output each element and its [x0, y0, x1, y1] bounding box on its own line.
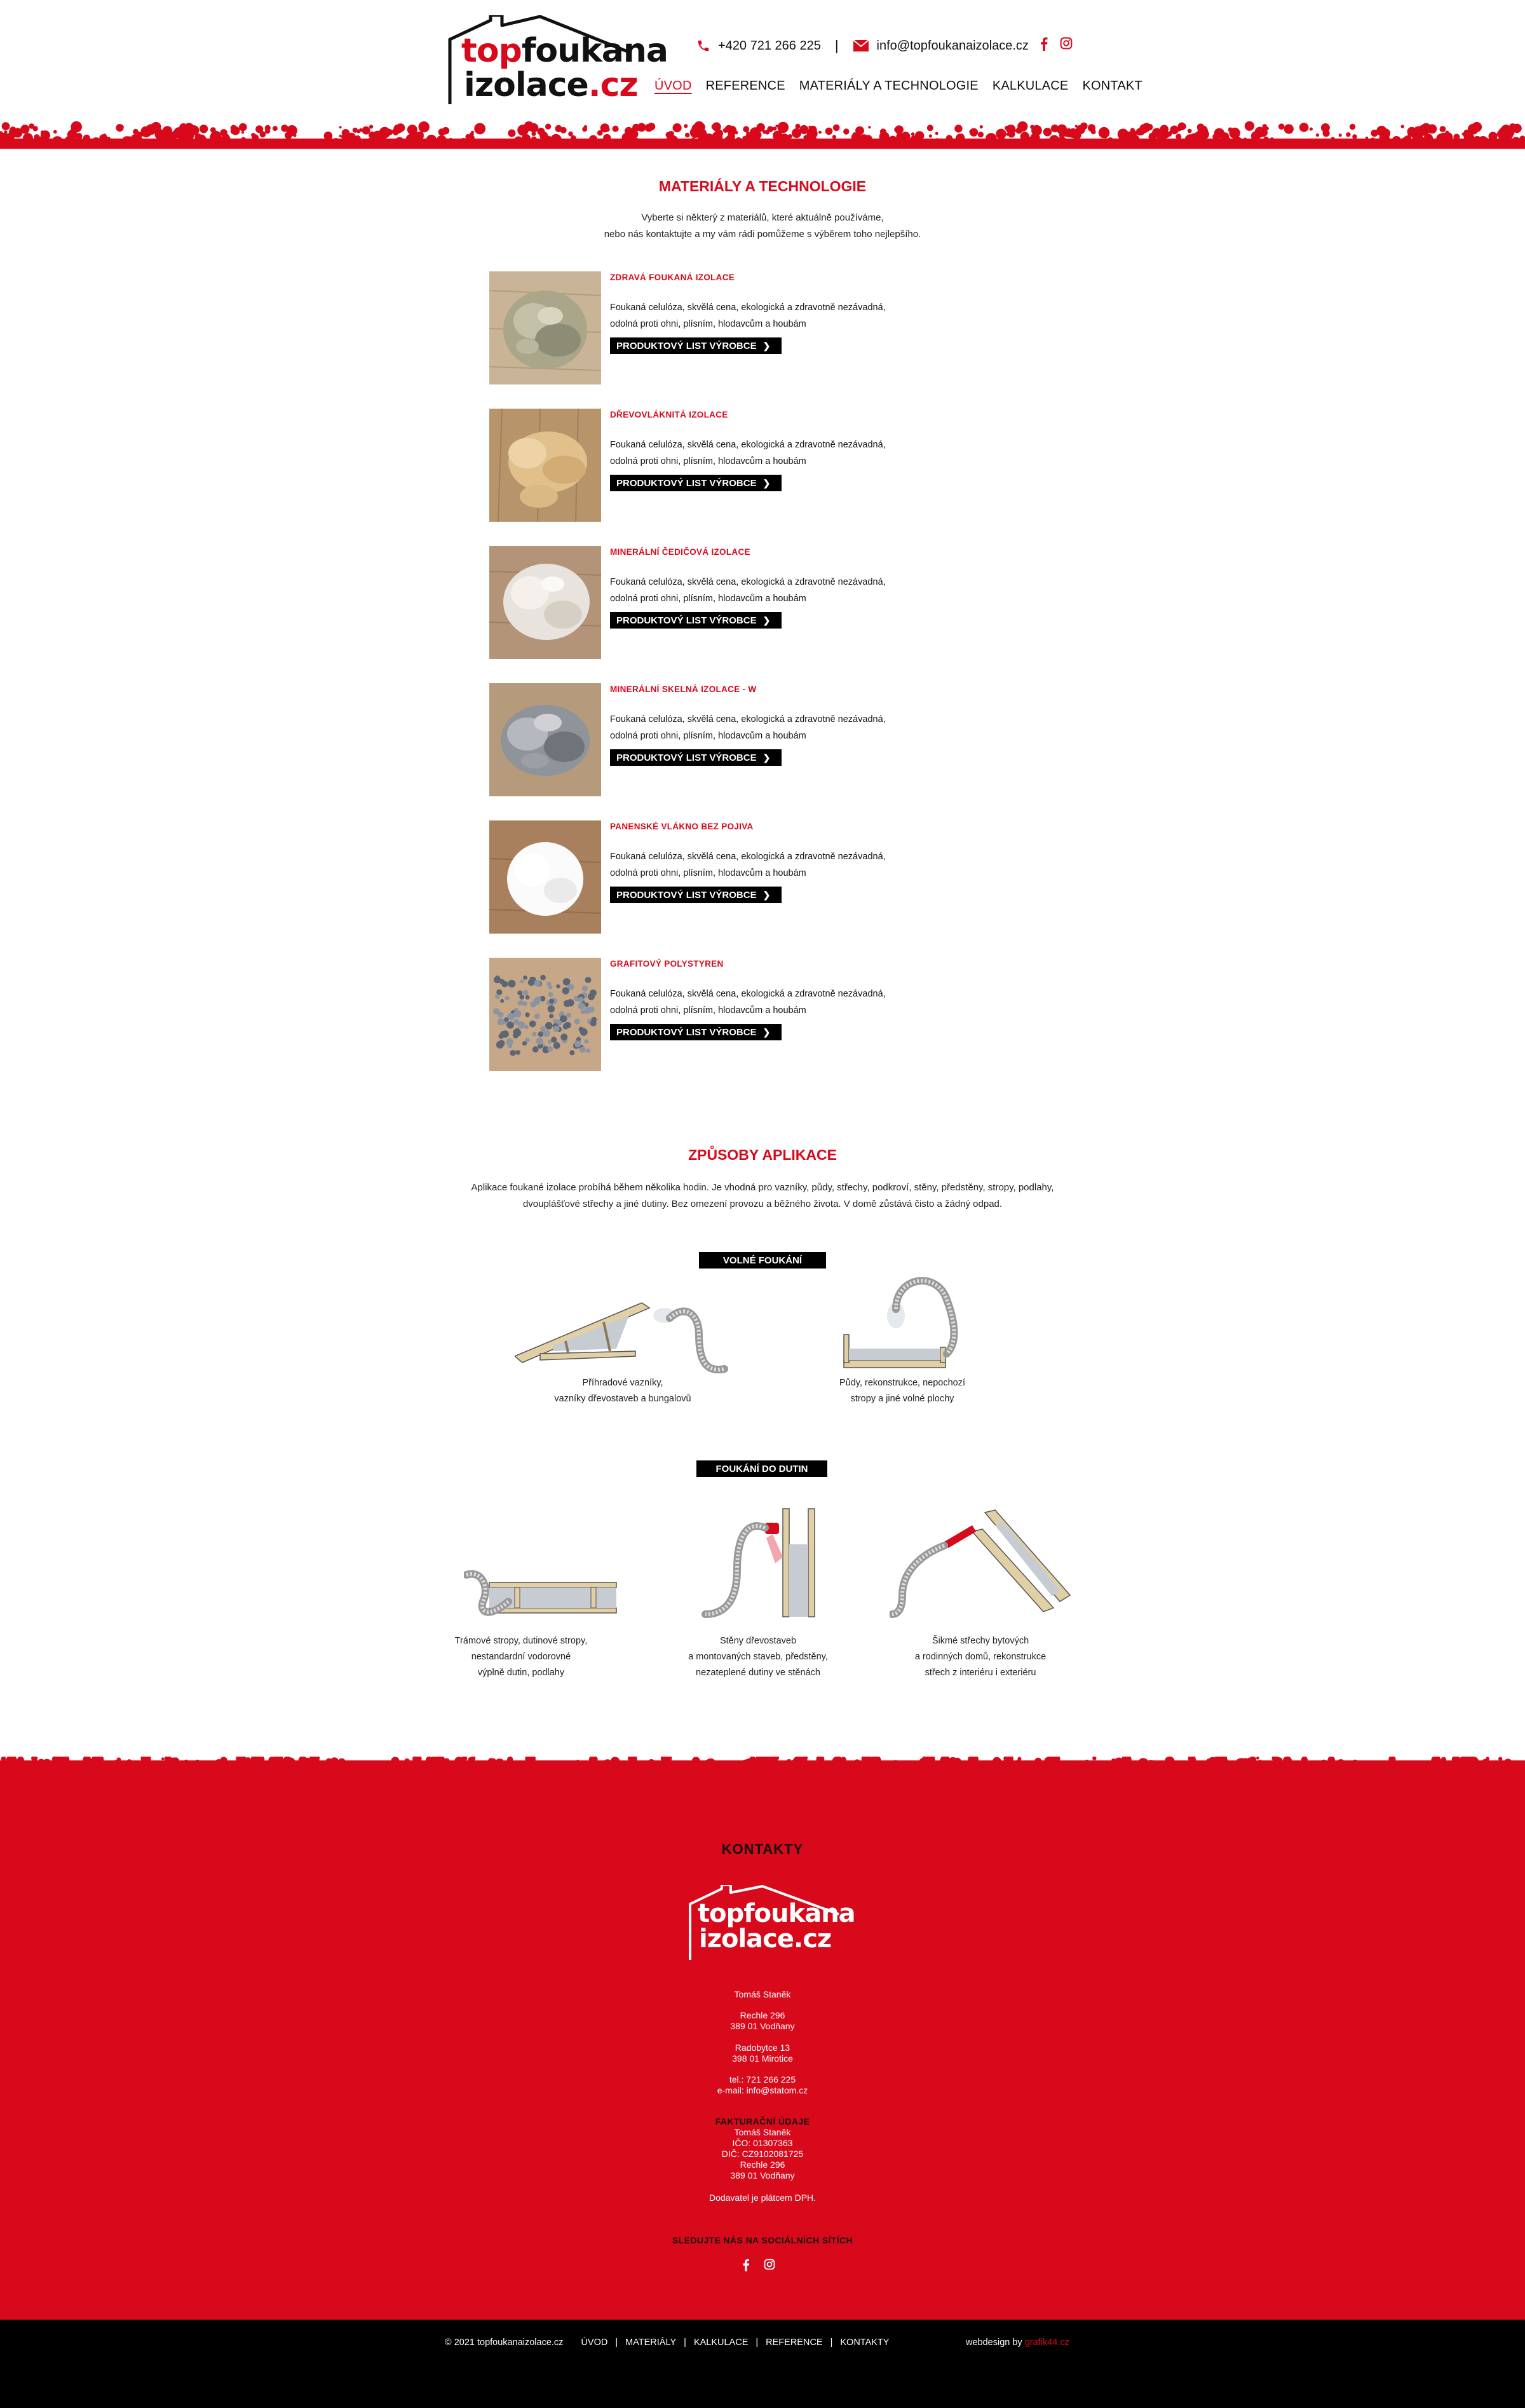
material-description [610, 986, 940, 1019]
header-splatter-divider [0, 121, 1525, 149]
product-sheet-button[interactable] [610, 337, 782, 354]
material-photo-virgin-fiber [489, 820, 601, 934]
caption-line: Půdy, rekonstrukce, nepochozí [839, 1378, 965, 1388]
caption-line: nestandardní vodorovné [471, 1652, 571, 1662]
header-email[interactable]: info@topfoukanaizolace.cz [876, 38, 1029, 53]
webdesign-credit [966, 2337, 1069, 2348]
copyright-text: © 2021 topfoukanaizolace.cz [445, 2337, 564, 2348]
applications-intro-line-2: dvouplášťové střechy a jiné dutiny. Bez omezení provozu a běžného života. V domě zůstává čisto a žádný odpad. [522, 1199, 1003, 1209]
facebook-icon[interactable] [1040, 37, 1048, 51]
footer-logo-izolace-text: izolace [699, 1924, 794, 1954]
footer-link-kontakty[interactable]: KONTAKTY [840, 2337, 890, 2348]
billing-line: Rechle 296 [740, 2160, 785, 2170]
billing-line: IČO: 01307363 [732, 2138, 793, 2148]
logo-foukana-text: foukana [521, 32, 668, 70]
address-line: 398 01 Mirotice [732, 2053, 793, 2064]
caption-line: vazníky dřevostaveb a bungalovů [554, 1394, 691, 1404]
material-desc-line-2: odolná proti ohni, plísním, hlodavcům a houbám [610, 1005, 806, 1016]
material-desc-line-2: odolná proti ohni, plísním, hlodavcům a houbám [610, 319, 806, 329]
materials-intro-line-1: Vyberte si některý z materiálů, které aktuálně používáme, [641, 212, 884, 223]
footer-social-title: SLEDUJTE NÁS NA SOCIÁLNÍCH SÍTÍCH [672, 2235, 853, 2245]
wall-cavity-caption [656, 1633, 860, 1681]
material-desc-line-2: odolná proti ohni, plísním, hlodavcům a houbám [610, 731, 806, 741]
loose-fill-label: VOLNÉ FOUKÁNÍ [699, 1252, 826, 1269]
caption-line: Příhradové vazníky, [582, 1378, 663, 1388]
header-contact-bar [696, 36, 1029, 56]
bottom-bar [0, 2320, 1525, 2408]
instagram-icon[interactable] [1060, 37, 1073, 50]
caption-line: a rodinných domů, rekonstrukce [914, 1652, 1047, 1662]
link-separator: | [684, 2337, 686, 2348]
site-header [0, 0, 1525, 153]
chevron-right-icon: ❯ [762, 340, 771, 351]
caption-line: Trámové stropy, dutinové stropy, [454, 1636, 588, 1646]
material-card [489, 271, 972, 386]
material-desc-line-2: odolná proti ohni, plísním, hlodavcům a houbám [610, 594, 806, 604]
cavity-fill-label: FOUKÁNÍ DO DUTIN [696, 1460, 827, 1477]
site-logo[interactable] [445, 15, 668, 104]
footer-vat-note: Dodavatel je plátcem DPH. [708, 2193, 817, 2203]
caption-line: nezateplené dutiny ve stěnách [696, 1668, 820, 1678]
material-desc-line-1: Foukaná celulóza, skvělá cena, ekologická a zdravotně nezávadná, [610, 989, 886, 999]
material-card [489, 409, 972, 523]
webdesign-label: webdesign by [966, 2337, 1022, 2348]
beam-ceiling-caption [419, 1633, 623, 1681]
address-line: 389 01 Vodňany [730, 2021, 795, 2031]
material-photo-cellulose [489, 271, 601, 384]
footer-link-uvod[interactable]: ÚVOD [581, 2337, 608, 2348]
instagram-icon[interactable] [764, 2259, 775, 2270]
footer-link-reference[interactable]: REFERENCE [766, 2337, 823, 2348]
product-sheet-button-label: PRODUKTOVÝ LIST VÝROBCE [616, 1026, 757, 1038]
address-line: Radobytce 13 [735, 2043, 790, 2053]
sloped-roof-illustration [890, 1506, 1074, 1621]
chevron-right-icon: ❯ [762, 477, 771, 488]
footer-logo-line-2 [699, 1924, 831, 1954]
sloped-roof-caption [879, 1633, 1082, 1681]
material-desc-line-2: odolná proti ohni, plísním, hlodavcům a houbám [610, 868, 806, 878]
material-photo-graphite-polystyrene [489, 958, 601, 1071]
nav-item-kontakt[interactable]: KONTAKT [1082, 79, 1142, 93]
product-sheet-button[interactable] [610, 887, 782, 903]
footer-address-2 [0, 2043, 1525, 2064]
logo-top-text: top [461, 32, 522, 70]
materials-title: MATERIÁLY A TECHNOLOGIE [658, 178, 867, 194]
header-social-links [1040, 37, 1073, 51]
material-title: ZDRAVÁ FOUKANÁ IZOLACE [610, 273, 735, 282]
footer-social-links [742, 2259, 775, 2271]
material-description [610, 437, 940, 470]
footer-email[interactable]: e-mail: info@statom.cz [717, 2085, 808, 2095]
main-navigation [654, 79, 1142, 93]
material-description [610, 299, 940, 332]
material-desc-line-1: Foukaná celulóza, skvělá cena, ekologická a zdravotně nezávadná, [610, 440, 886, 450]
material-description [610, 848, 940, 881]
material-card [489, 958, 972, 1072]
product-sheet-button-label: PRODUKTOVÝ LIST VÝROBCE [616, 477, 757, 489]
product-sheet-button-label: PRODUKTOVÝ LIST VÝROBCE [616, 340, 757, 351]
logo-line-1 [461, 33, 668, 69]
material-photo-basalt [489, 546, 601, 659]
truss-illustration [515, 1290, 731, 1379]
material-card [489, 683, 972, 798]
billing-line: 389 01 Vodňany [730, 2170, 795, 2180]
material-title: DŘEVOVLÁKNITÁ IZOLACE [610, 410, 728, 419]
billing-line: Tomáš Staněk [734, 2127, 791, 2137]
address-line: Rechle 296 [740, 2010, 785, 2020]
truss-caption [521, 1375, 724, 1407]
link-separator: | [615, 2337, 618, 2348]
product-sheet-button-label: PRODUKTOVÝ LIST VÝROBCE [616, 615, 757, 626]
material-description [610, 574, 940, 607]
caption-line: střech z interiéru i exteriéru [925, 1668, 1036, 1678]
footer-phone[interactable]: tel.: 721 266 225 [729, 2074, 796, 2085]
chevron-right-icon: ❯ [762, 889, 771, 900]
footer-logo-cz-text: .cz [794, 1924, 832, 1954]
nav-item-uvod[interactable]: ÚVOD [654, 79, 692, 93]
footer-logo-foukana-text: foukana [743, 1899, 855, 1928]
caption-line: Stěny dřevostaveb [719, 1636, 797, 1646]
logo-cz-text: .cz [588, 66, 638, 104]
material-desc-line-1: Foukaná celulóza, skvělá cena, ekologická a zdravotně nezávadná, [610, 852, 886, 862]
product-sheet-button-label: PRODUKTOVÝ LIST VÝROBCE [616, 752, 757, 763]
beam-ceiling-illustration [464, 1563, 623, 1621]
phone-icon [696, 39, 710, 53]
caption-line: výplně dutin, podlahy [477, 1668, 565, 1678]
footer-link-kalkulace[interactable]: KALKULACE [693, 2337, 749, 2348]
caption-line: stropy a jiné volné plochy [850, 1394, 954, 1404]
nav-item-reference[interactable]: REFERENCE [705, 79, 785, 93]
materials-intro [0, 210, 1525, 243]
attic-floor-illustration [839, 1271, 972, 1373]
chevron-right-icon: ❯ [762, 752, 771, 763]
footer-contact-info [0, 2074, 1525, 2096]
footer-billing [0, 2116, 1525, 2181]
email-icon [853, 39, 869, 52]
nav-item-materialy[interactable]: MATERIÁLY A TECHNOLOGIE [799, 79, 979, 93]
applications-intro [445, 1180, 1080, 1213]
contact-separator: | [834, 37, 839, 53]
footer-link-materialy[interactable]: MATERIÁLY [625, 2337, 677, 2348]
applications-title: ZPŮSOBY APLIKACE [688, 1146, 837, 1163]
billing-title: FAKTURAČNÍ ÚDAJE [715, 2116, 810, 2126]
footer-logo-top-text: top [698, 1899, 744, 1928]
material-desc-line-1: Foukaná celulóza, skvělá cena, ekologická a zdravotně nezávadná, [610, 303, 886, 313]
material-photo-glass-wool [489, 683, 601, 796]
applications-intro-line-1: Aplikace foukané izolace probíhá během několika hodin. Je vhodná pro vazníky, půdy, střechy, podkroví, stěny, předstěny, stropy, podlahy, [471, 1182, 1054, 1193]
logo-izolace-text: izolace [464, 66, 588, 104]
facebook-icon[interactable] [742, 2259, 750, 2271]
product-sheet-button[interactable] [610, 475, 782, 491]
link-separator: | [830, 2337, 833, 2348]
footer-logo[interactable] [686, 1885, 855, 1961]
caption-line: Šikmé střechy bytových [932, 1636, 1029, 1646]
bottom-bar-links [445, 2337, 889, 2348]
footer-splatter-divider [0, 1757, 1525, 1801]
wall-cavity-illustration [699, 1506, 826, 1621]
material-desc-line-1: Foukaná celulóza, skvělá cena, ekologická a zdravotně nezávadná, [610, 577, 886, 587]
material-card [489, 546, 972, 660]
product-sheet-button[interactable] [610, 1024, 782, 1040]
logo-line-2 [464, 67, 638, 103]
material-title: GRAFITOVÝ POLYSTYREN [610, 959, 724, 969]
material-desc-line-1: Foukaná celulóza, skvělá cena, ekologická a zdravotně nezávadná, [610, 714, 886, 724]
link-separator: | [756, 2337, 759, 2348]
caption-line: a montovaných staveb, předstěny, [688, 1652, 828, 1662]
nav-item-kalkulace[interactable]: KALKULACE [992, 79, 1069, 93]
material-title: MINERÁLNÍ SKELNÁ IZOLACE - W [610, 684, 757, 694]
product-sheet-button[interactable] [610, 749, 782, 766]
material-title: PANENSKÉ VLÁKNO BEZ POJIVA [610, 822, 754, 831]
material-desc-line-2: odolná proti ohni, plísním, hlodavcům a houbám [610, 456, 806, 466]
billing-line: DIČ: CZ9102081725 [721, 2149, 804, 2159]
footer-address-1 [0, 2010, 1525, 2032]
footer-contact-name: Tomáš Staněk [734, 1989, 791, 1999]
webdesign-author-link[interactable]: grafik44.cz [1024, 2337, 1069, 2348]
attic-floor-caption [801, 1375, 1004, 1407]
material-description [610, 711, 940, 744]
material-photo-wood-fiber [489, 409, 601, 522]
material-card [489, 820, 972, 935]
header-phone[interactable]: +420 721 266 225 [718, 38, 821, 53]
material-title: MINERÁLNÍ ČEDIČOVÁ IZOLACE [610, 547, 750, 557]
chevron-right-icon: ❯ [762, 1026, 771, 1037]
product-sheet-button-label: PRODUKTOVÝ LIST VÝROBCE [616, 889, 757, 901]
chevron-right-icon: ❯ [762, 615, 771, 625]
product-sheet-button[interactable] [610, 612, 782, 629]
materials-intro-line-2: nebo nás kontaktujte a my vám rádi pomůžeme s výběrem toho nejlepšího. [604, 229, 921, 240]
footer-title: KONTAKTY [721, 1841, 804, 1857]
